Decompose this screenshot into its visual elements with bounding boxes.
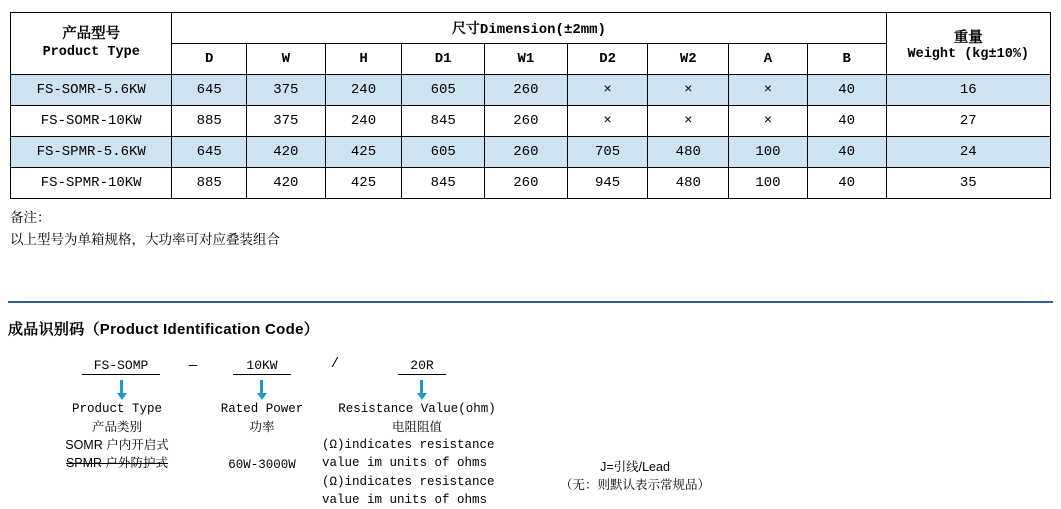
- cell-d: 885: [172, 106, 247, 137]
- cell-b: 40: [807, 168, 886, 199]
- cell-d: 645: [172, 75, 247, 106]
- header-col-d2: D2: [567, 44, 648, 75]
- code-separator-slash: /: [330, 356, 340, 372]
- cell-w: 420: [247, 137, 326, 168]
- code-desc-power-cn: 功率: [249, 420, 275, 435]
- cell-w1: 260: [485, 75, 568, 106]
- code-separator-dash: —: [188, 358, 198, 374]
- cell-b: 40: [807, 137, 886, 168]
- code-desc-resistance-note-2-line2: value im units of ohms: [322, 493, 488, 508]
- cell-h: 425: [325, 168, 402, 199]
- cell-weight: 24: [886, 137, 1050, 168]
- cell-w: 420: [247, 168, 326, 199]
- cell-w1: 260: [485, 137, 568, 168]
- code-desc-resistance-note-2-line1: (Ω)indicates resistance: [322, 475, 495, 489]
- code-desc-resistance-cn: 电阻阻值: [391, 420, 442, 435]
- cell-d1: 605: [402, 137, 485, 168]
- cell-w2: ×: [648, 75, 729, 106]
- code-token-product-type: FS-SOMP: [82, 358, 160, 375]
- code-desc-power: [198, 400, 326, 474]
- code-desc-resistance-note-1: [322, 436, 522, 472]
- header-col-a: A: [729, 44, 808, 75]
- code-desc-product-type-cn: 产品类别: [91, 420, 142, 435]
- cell-w1: 260: [485, 168, 568, 199]
- cell-d2: 705: [567, 137, 648, 168]
- cell-a: ×: [729, 75, 808, 106]
- header-col-d: D: [172, 44, 247, 75]
- header-weight: [886, 13, 1050, 75]
- cell-d1: 845: [402, 106, 485, 137]
- cell-a: 100: [729, 137, 808, 168]
- code-desc-resistance-note-2: [322, 473, 522, 509]
- header-product-type-en: Product Type: [42, 45, 140, 61]
- header-col-h: H: [325, 44, 402, 75]
- cell-d2: 945: [567, 168, 648, 199]
- notes-block: [10, 207, 280, 252]
- cell-w2: ×: [648, 106, 729, 137]
- section-divider: [8, 301, 1053, 303]
- header-col-w2: W2: [648, 44, 729, 75]
- cell-a: 100: [729, 168, 808, 199]
- cell-b: 40: [807, 106, 886, 137]
- cell-d: 885: [172, 168, 247, 199]
- code-desc-product-type: [36, 400, 198, 473]
- arrow-down-icon: [416, 380, 427, 400]
- arrow-down-icon: [116, 380, 127, 400]
- cell-weight: 35: [886, 168, 1050, 199]
- header-product-type: [11, 13, 172, 75]
- code-desc-lead-line2: （无：则默认表示常规品）: [559, 478, 710, 493]
- arrow-down-icon: [256, 380, 267, 400]
- cell-d2: ×: [567, 75, 648, 106]
- page-title: 成品识别码（Product Identification Code）: [8, 321, 320, 338]
- code-desc-somr: SOMR 户内开启式: [65, 438, 169, 453]
- header-weight-en: Weight (kg±10%): [907, 46, 1030, 62]
- header-col-b: B: [807, 44, 886, 75]
- code-desc-lead-line1: J=引线/Lead: [600, 460, 670, 474]
- cell-h: 425: [325, 137, 402, 168]
- table-row: [11, 168, 1051, 199]
- cell-d: 645: [172, 137, 247, 168]
- code-desc-product-type-en: Product Type: [71, 402, 162, 416]
- header-col-d1: D1: [402, 44, 485, 75]
- header-col-w: W: [247, 44, 326, 75]
- dimension-table: [10, 12, 1051, 199]
- notes-text: 以上型号为单箱规格，大功率可对应叠装组合: [10, 232, 280, 248]
- table-row: [11, 106, 1051, 137]
- cell-d1: 605: [402, 75, 485, 106]
- cell-w2: 480: [648, 168, 729, 199]
- cell-model: FS-SPMR-5.6KW: [11, 137, 172, 168]
- notes-label: 备注：: [10, 210, 51, 225]
- header-weight-cn: 重量: [953, 29, 983, 46]
- cell-w: 375: [247, 106, 326, 137]
- code-desc-resistance-note-1-line2: value im units of ohms: [322, 456, 488, 471]
- cell-h: 240: [325, 75, 402, 106]
- code-desc-resistance-note-1-line1: (Ω)indicates resistance: [322, 438, 495, 452]
- cell-w: 375: [247, 75, 326, 106]
- cell-b: 40: [807, 75, 886, 106]
- cell-w2: 480: [648, 137, 729, 168]
- code-desc-resistance: [322, 400, 512, 436]
- header-col-w1: W1: [485, 44, 568, 75]
- code-token-resistance: 20R: [398, 358, 446, 375]
- table-row: [11, 75, 1051, 106]
- code-desc-spmr: SPMR 户外防护式: [65, 456, 169, 471]
- cell-model: FS-SOMR-10KW: [11, 106, 172, 137]
- dimension-table-container: [10, 12, 1051, 199]
- cell-w1: 260: [485, 106, 568, 137]
- cell-d1: 845: [402, 168, 485, 199]
- code-desc-resistance-en: Resistance Value(ohm): [338, 402, 496, 416]
- table-header-row-1: [11, 13, 1051, 44]
- cell-d2: ×: [567, 106, 648, 137]
- cell-h: 240: [325, 106, 402, 137]
- cell-model: FS-SPMR-10KW: [11, 168, 172, 199]
- cell-weight: 27: [886, 106, 1050, 137]
- identification-code-diagram: [0, 348, 1061, 508]
- code-desc-power-en: Rated Power: [220, 402, 304, 416]
- header-product-type-cn: 产品型号: [62, 25, 121, 42]
- header-dimension-group: 尺寸Dimension(±2mm): [172, 13, 886, 44]
- cell-weight: 16: [886, 75, 1050, 106]
- code-token-power: 10KW: [233, 358, 291, 375]
- cell-a: ×: [729, 106, 808, 137]
- cell-model: FS-SOMR-5.6KW: [11, 75, 172, 106]
- table-row: [11, 137, 1051, 168]
- code-desc-power-range: 60W-3000W: [228, 458, 296, 473]
